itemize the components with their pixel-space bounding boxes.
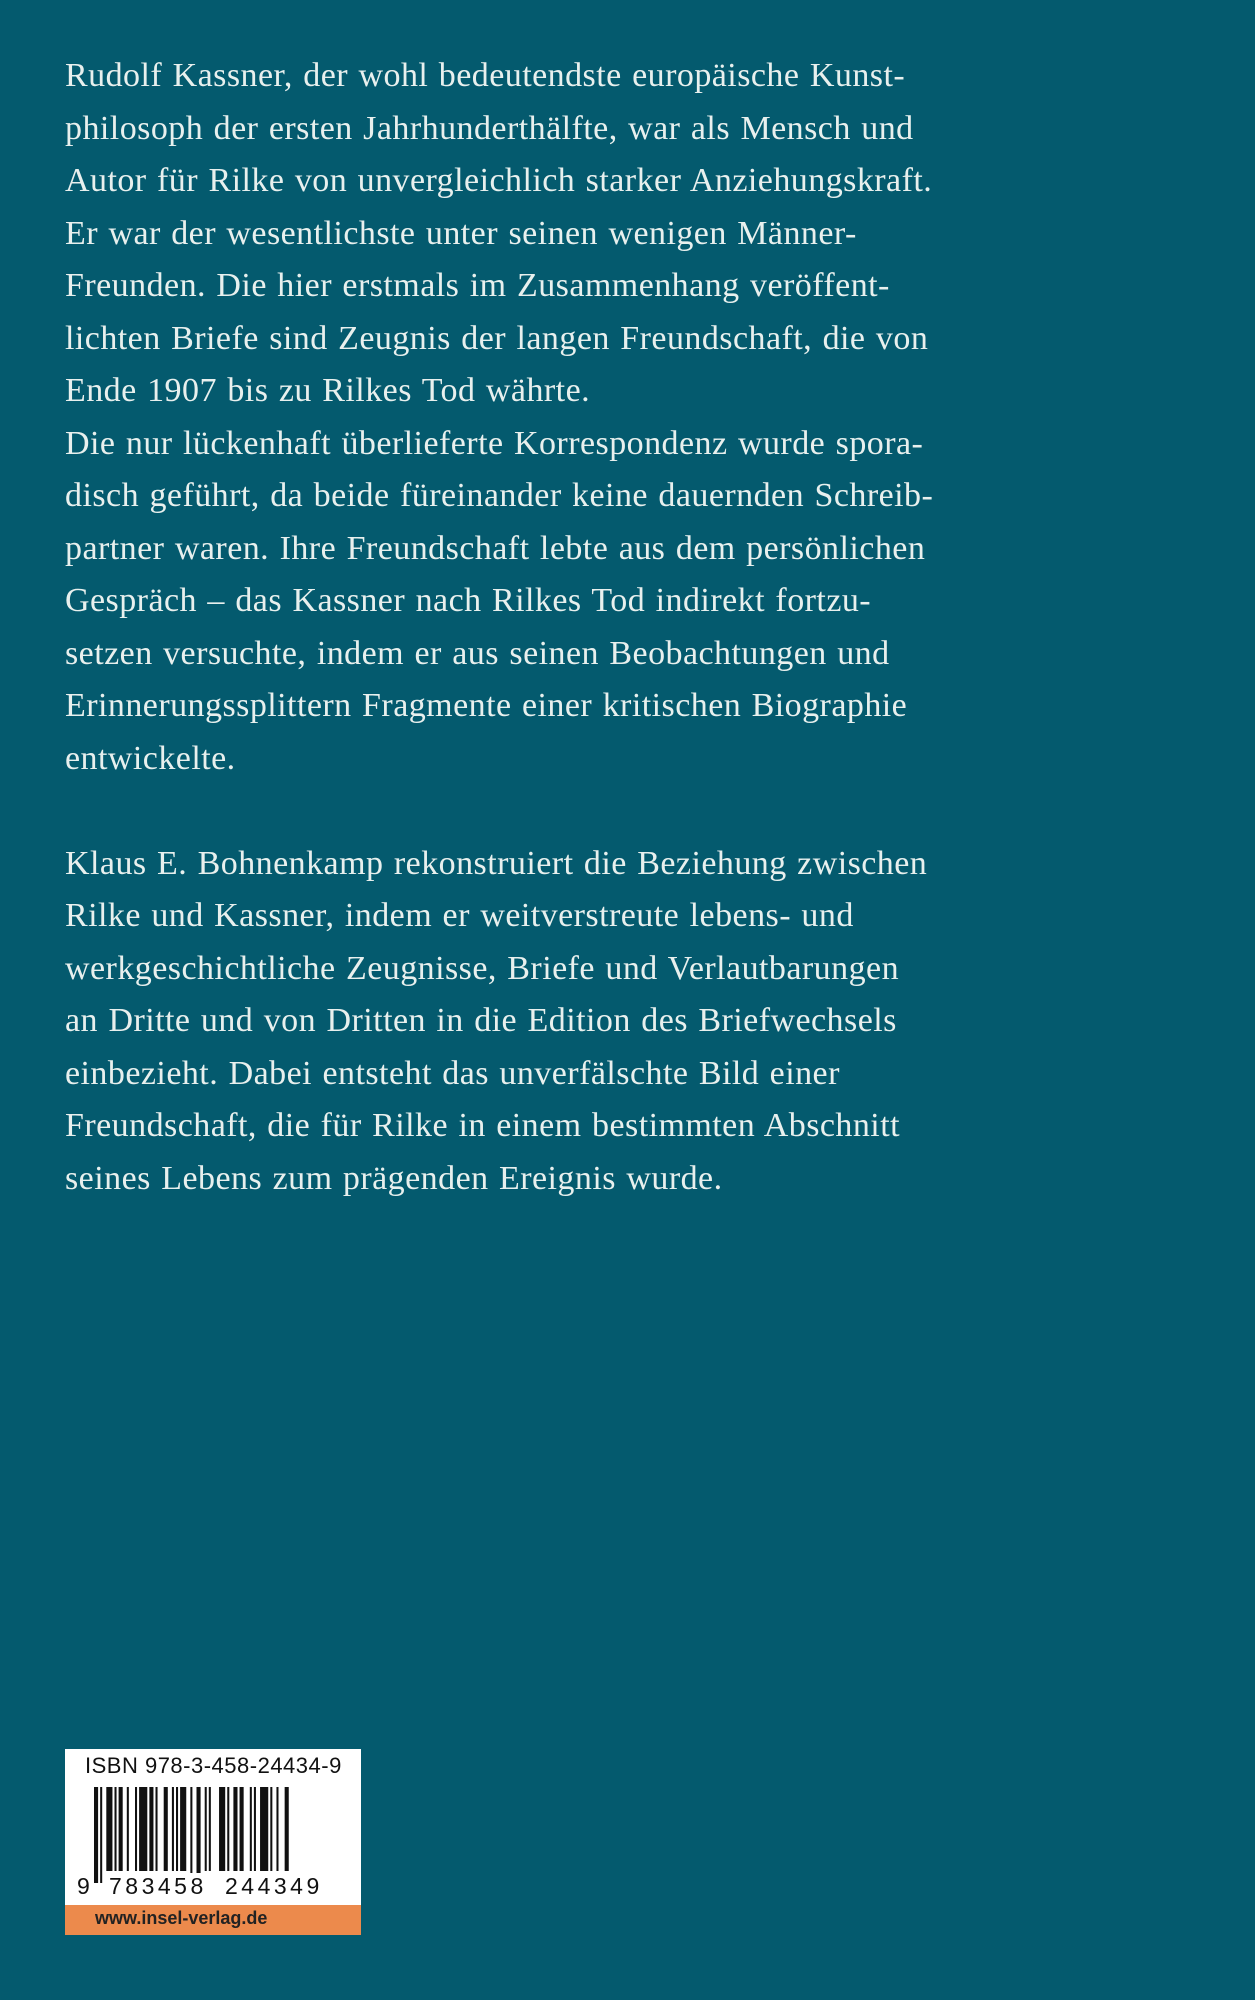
blurb-line: partner waren. Ihre Freundschaft lebte aus dem persönlichen (65, 529, 926, 567)
blurb-line: Rudolf Kassner, der wohl bedeutendste europäische Kunst- (65, 57, 906, 94)
blurb-paragraph-1 (65, 50, 1195, 785)
blurb-line: an Dritte und von Dritten in die Edition des Briefwechsels (65, 1002, 897, 1039)
blurb-line: Er war der wesentlichste unter seinen wenigen Männer- (65, 214, 857, 252)
isbn-barcode-label (65, 1749, 361, 1935)
blurb-line: Klaus E. Bohnenkamp rekonstruiert die Beziehung zwischen (65, 844, 928, 882)
blurb-line: philosoph der ersten Jahrhunderthälfte, war als Mensch und (65, 109, 914, 147)
ean-first-digit: 9 (77, 1873, 90, 1899)
blurb-line: Erinnerungssplittern Fragmente einer kritischen Biographie (65, 687, 908, 724)
barcode-bars (94, 1787, 342, 1883)
blurb-line: Rilke und Kassner, indem er weitverstreute lebens- und (65, 897, 854, 934)
blurb-line: Freunden. Die hier erstmals im Zusammenhang veröffent- (65, 267, 890, 304)
ean-right-digits: 244349 (225, 1873, 323, 1899)
blurb-line: einbezieht. Dabei entsteht das unverfälschte Bild einer (65, 1054, 840, 1092)
ean-left-digits: 783458 (109, 1873, 207, 1899)
back-cover-blurb (65, 50, 1195, 1205)
blurb-line: entwickelte. (65, 739, 236, 777)
blurb-line: lichten Briefe sind Zeugnis der langen Freundschaft, die von (65, 319, 929, 357)
blurb-line: Ende 1907 bis zu Rilkes Tod währte. (65, 372, 591, 409)
publisher-url-bar (65, 1905, 361, 1935)
blurb-line: Die nur lückenhaft überlieferte Korrespondenz wurde spora- (65, 424, 924, 462)
blurb-line: seines Lebens zum prägenden Ereignis wurde. (65, 1159, 723, 1197)
blurb-line: disch geführt, da beide füreinander keine dauernden Schreib- (65, 477, 934, 514)
paragraph-spacer (65, 785, 1195, 838)
blurb-line: werkgeschichtliche Zeugnisse, Briefe und Verlautbarungen (65, 949, 900, 987)
isbn-number: ISBN 978-3-458-24434-9 (85, 1753, 342, 1778)
publisher-url: www.insel-verlag.de (95, 1908, 268, 1928)
blurb-line: Autor für Rilke von unvergleichlich starker Anziehungskraft. (65, 162, 933, 199)
blurb-line: setzen versuchte, indem er aus seinen Beobachtungen und (65, 634, 890, 672)
blurb-line: Gespräch – das Kassner nach Rilkes Tod indirekt fortzu- (65, 582, 872, 619)
blurb-paragraph-2 (65, 838, 1195, 1206)
blurb-line: Freundschaft, die für Rilke in einem bestimmten Abschnitt (65, 1107, 901, 1144)
